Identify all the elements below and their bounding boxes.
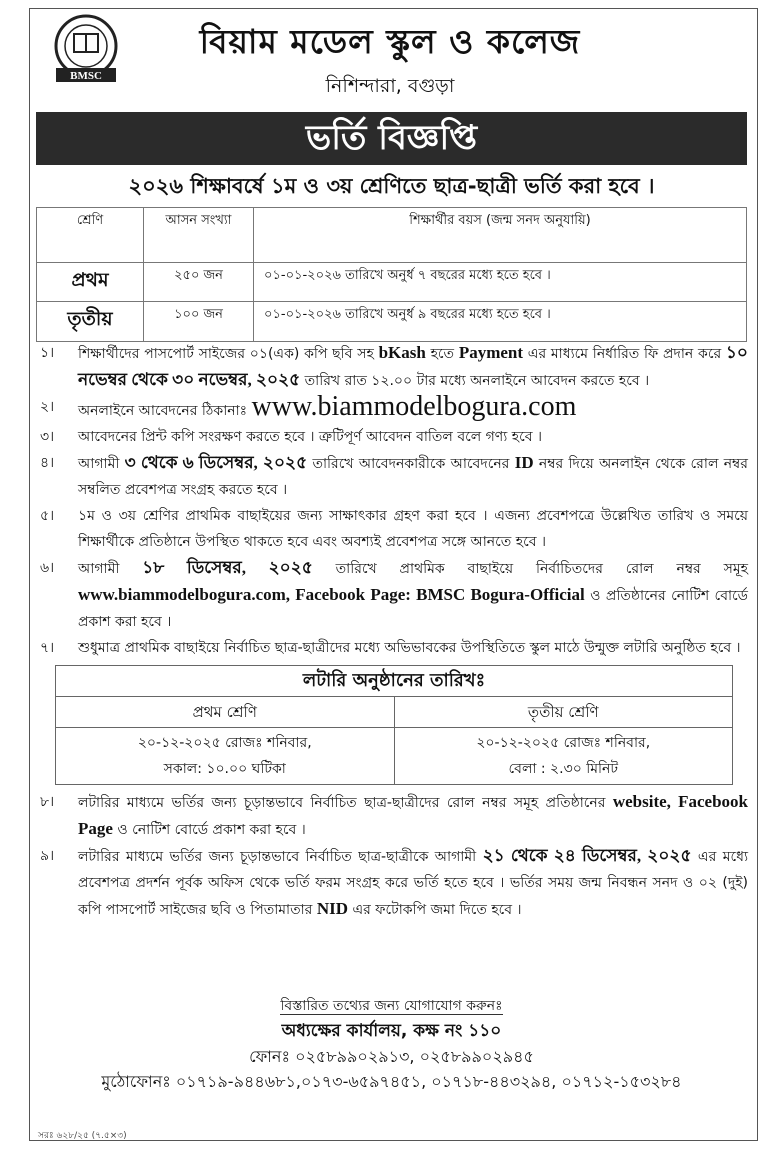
instruction-list: [36, 340, 748, 923]
item-text: [78, 555, 748, 635]
contact-mobile: মুঠোফোনঃ ০১৭১৯-৯৪৪৬৮১,০১৭৩-৬৫৯৭৪৫১, ০১৭১৮-৪৪৩২৯৪, ০১৭১২-১৫৩২৮৪: [101, 1072, 682, 1091]
table-row: [37, 263, 747, 302]
application-url: www.biammodelbogura.com: [251, 391, 577, 422]
lottery-time: সকাল: ১০.০০ ঘটিকা: [163, 761, 286, 777]
list-item: [36, 340, 748, 394]
item-number: ১।: [40, 345, 55, 361]
item-text-part: লটারির মাধ্যমে ভর্তির জন্য চূড়ান্তভাবে নির্বাচিত ছাত্র-ছাত্রীদের রোল নম্বর সমূহ প্রতিষ্ঠানের: [78, 795, 613, 811]
contact-office: অধ্যক্ষের কার্যালয়, কক্ষ নং ১১০: [281, 1021, 502, 1041]
item-text: [78, 635, 748, 661]
lottery-date: ২০-১২-২০২৫ রোজঃ শনিবার,: [137, 735, 312, 751]
list-item: [36, 391, 748, 424]
item-text-part: এর মধ্যে প্রবেশপত্র প্রদর্শন পূর্বক অফিস থেকে ভর্তি ফরম সংগ্রহ করে ভর্তি হতে হবে । ভর্তির সময় জন্ম নিবন্ধন সনদ ও ০২ (দুই) কপি পাসপোর্ট সাইজের ছবি ও পিতামাতার: [78, 849, 749, 918]
item-text-part: আগামী: [78, 561, 143, 577]
item-text: [78, 424, 748, 450]
item-emphasis: ID: [514, 453, 534, 472]
notice-banner: ভর্তি বিজ্ঞপ্তি: [36, 112, 747, 165]
item-text: [78, 843, 748, 923]
item-text-part: এর ফটোকপি জমা দিতে হবে ।: [348, 902, 522, 918]
item-emphasis: Payment: [458, 343, 524, 362]
lottery-row: [56, 728, 733, 785]
item-number: ৮।: [40, 794, 55, 810]
lottery-first-cell: [56, 728, 395, 785]
seat-table: [36, 207, 747, 342]
item-text-part: তারিখ রাত ১২.০০ টার মধ্যে অনলাইনে আবেদন করতে হবে ।: [300, 373, 650, 389]
item-text: [78, 391, 748, 424]
item-text-part: ও প্রতিষ্ঠানের নোটিশ বোর্ডে প্রকাশ করা হবে ।: [78, 588, 748, 630]
item-text-part: আবেদনের প্রিন্ট কপি সংরক্ষণ করতে হবে । ত্রুটিপূর্ণ আবেদন বাতিল বলে গণ্য হবে ।: [78, 429, 542, 445]
class-cell: প্রথম: [37, 263, 144, 302]
seats-cell: ১০০ জন: [144, 302, 254, 342]
list-item: [36, 789, 748, 843]
school-name: বিয়াম মডেল স্কুল ও কলেজ: [199, 22, 581, 61]
item-text-part: তারিখে প্রাথমিক বাছাইয়ে নির্বাচিতদের রোল নম্বর সমূহ: [312, 561, 748, 577]
item-text: [78, 450, 748, 503]
lottery-third-cell: [394, 728, 733, 785]
notice-headline: ২০২৬ শিক্ষাবর্ষে ১ম ও ৩য় শ্রেণিতে ছাত্র-ছাত্রী ভর্তি করা হবে ।: [128, 174, 655, 198]
item-text-part: হতে: [425, 346, 459, 362]
age-cell: ০১-০১-২০২৬ তারিখে অনুর্ধ ৯ বছরের মধ্যে হতে হবে ।: [254, 302, 747, 342]
item-number: ৬।: [40, 560, 55, 576]
item-text-part: ১ম ও ৩য় শ্রেণির প্রাথমিক বাছাইয়ের জন্য সাক্ষাৎকার গ্রহণ করা হবে । এজন্য প্রবেশপত্রে উল্লেখিত তারিখ ও সময়ে শিক্ষার্থীকে প্রতিষ্ঠানে উপস্থিত থাকতে হবে এবং অবশ্যই প্রবেশপত্র সঙ্গে আনতে হবে ।: [78, 508, 748, 550]
item-text: [78, 789, 748, 843]
contact-heading: বিস্তারিত তথ্যের জন্য যোগাযোগ করুনঃ: [280, 998, 503, 1014]
contact-section: [36, 994, 747, 1094]
item-text-part: শুধুমাত্র প্রাথমিক বাছাইয়ে নির্বাচিত ছাত্র-ছাত্রীদের মধ্যে অভিভাবকের উপস্থিতিতে স্কুল মাঠে উন্মুক্ত লটারি অনুষ্ঠিত হবে ।: [78, 640, 741, 656]
item-text-part: লটারির মাধ্যমে ভর্তির জন্য চূড়ান্তভাবে নির্বাচিত ছাত্র-ছাত্রীকে আগামী: [78, 849, 483, 865]
lottery-title: লটারি অনুষ্ঠানের তারিখঃ: [56, 666, 733, 697]
item-emphasis: ১৮ ডিসেম্বর, ২০২৫: [142, 558, 313, 577]
list-item: [36, 424, 748, 450]
contact-phone: ফোনঃ ০২৫৮৯৯০২৯১৩, ০২৫৮৯৯০২৯৪৫: [249, 1047, 534, 1066]
header-seats: আসন সংখ্যা: [144, 208, 254, 263]
item-number: ৪।: [40, 455, 55, 471]
lottery-table: [55, 665, 733, 785]
list-item: [36, 843, 748, 923]
item-number: ২।: [40, 399, 55, 415]
item-emphasis: website, Facebook Page: [78, 792, 748, 838]
item-text-part: আগামী: [78, 456, 125, 472]
header-age: শিক্ষার্থীর বয়স (জন্ম সনদ অনুযায়ি): [254, 208, 747, 263]
item-emphasis: NID: [316, 899, 349, 918]
lottery-time: বেলা : ২.৩০ মিনিট: [508, 761, 619, 777]
item-number: ৭।: [40, 640, 55, 656]
item-text-part: অনলাইনে আবেদনের ঠিকানাঃ: [78, 403, 252, 419]
item-emphasis: ১০ নভেম্বর থেকে ৩০ নভেম্বর, ২০২৫: [78, 343, 748, 389]
class-cell: তৃতীয়: [37, 302, 144, 342]
lottery-col-third: তৃতীয় শ্রেণি: [394, 697, 733, 728]
item-text-part: তারিখে আবেদনকারীকে আবেদনের: [307, 456, 515, 472]
item-text-part: শিক্ষার্থীদের পাসপোর্ট সাইজের ০১(এক) কপি ছবি সহ: [78, 346, 379, 362]
school-location: নিশিন্দারা, বগুড়া: [325, 75, 455, 97]
list-item: [36, 503, 748, 555]
seats-cell: ২৫০ জন: [144, 263, 254, 302]
item-number: ৯।: [40, 848, 55, 864]
item-emphasis: ৩ থেকে ৬ ডিসেম্বর, ২০২৫: [124, 453, 308, 472]
item-emphasis: www.biammodelbogura.com, Facebook Page: BMSC Bogura-Official: [78, 585, 585, 604]
table-row: [37, 302, 747, 342]
lottery-title-row: [56, 666, 733, 697]
item-number: ৩।: [40, 429, 55, 445]
table-header-row: [37, 208, 747, 263]
item-emphasis: bKash: [378, 343, 426, 362]
item-text: [78, 503, 748, 555]
item-emphasis: ২১ থেকে ২৪ ডিসেম্বর, ২০২৫: [482, 846, 692, 865]
age-cell: ০১-০১-২০২৬ তারিখে অনুর্ধ ৭ বছরের মধ্যে হতে হবে ।: [254, 263, 747, 302]
item-number: ৫।: [40, 508, 55, 524]
item-text: [78, 340, 748, 394]
list-item: [36, 555, 748, 635]
lottery-col-first: প্রথম শ্রেণি: [56, 697, 395, 728]
item-text-part: এর মাধ্যমে নির্ধারিত ফি প্রদান করে: [523, 346, 726, 362]
item-text-part: ও নোটিশ বোর্ডে প্রকাশ করা হবে ।: [112, 822, 306, 838]
school-logo: [46, 14, 126, 86]
svg-text:BMSC: BMSC: [70, 70, 102, 82]
print-code: সরঃ ৬২৮/২৫ (৭.৫×৩): [38, 1131, 127, 1141]
lottery-date: ২০-১২-২০২৫ রোজঃ শনিবার,: [476, 735, 651, 751]
lottery-header-row: [56, 697, 733, 728]
header-class: শ্রেণি: [37, 208, 144, 263]
list-item: [36, 450, 748, 503]
list-item: [36, 635, 748, 661]
item-text-part: নম্বর দিয়ে অনলাইন থেকে রোল নম্বর সম্বলিত প্রবেশপত্র সংগ্রহ করতে হবে ।: [78, 456, 748, 498]
